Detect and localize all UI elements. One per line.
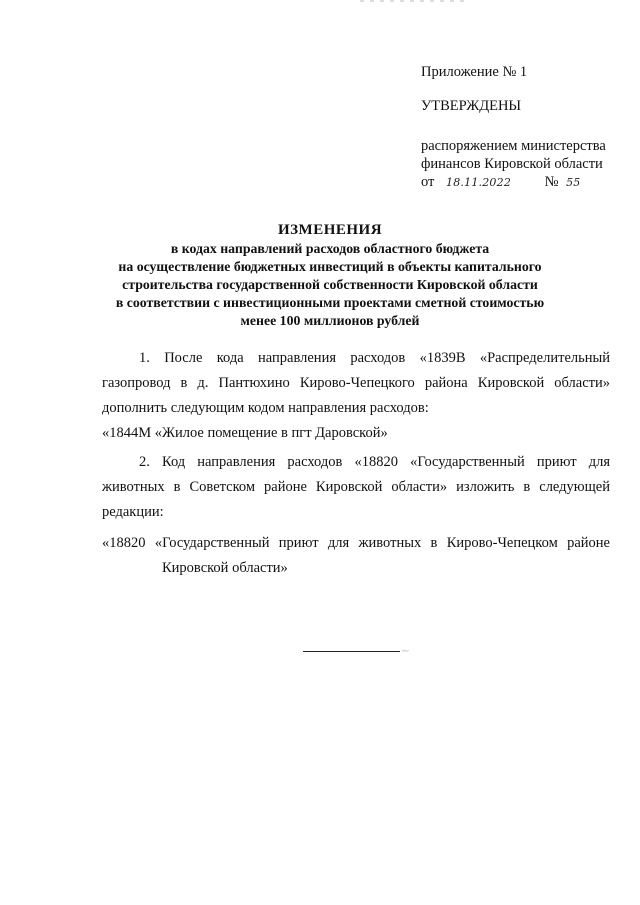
paragraph-1: 1. После кода направления расходов «1839В «Распределительный газопровод в д. Пантюхино Кирово-Чепецкого района Кировской области» дополнить следующим кодом направления расходов: [102,350,610,416]
handwritten-date: 18.11.2022 [446,176,512,189]
from-label: от [421,174,435,190]
document-body [102,346,610,581]
subtitle-line-2: на осуществление бюджетных инвестиций в объекты капитального [118,259,542,274]
paragraph-4-line-1: «18820 «Государственный приют для животных в Кирово-Чепецком районе [102,535,610,551]
order-line-1: распоряжением министерства [421,138,606,154]
subtitle-line-1: в кодах направлений расходов областного бюджета [170,241,490,256]
subtitle-line-5: менее 100 миллионов рублей [240,313,420,328]
end-divider [303,651,400,652]
title-main: ИЗМЕНЕНИЯ [277,222,383,238]
scan-artifact [360,0,470,2]
approval-block [421,63,621,192]
number-label: № [544,174,559,190]
order-date-number [421,173,621,192]
handwritten-number: 55 [566,176,581,189]
appendix-label: Приложение № 1 [421,64,528,80]
paragraph-4-line-2: Кировской области» [162,560,288,576]
end-mark: ~~ [402,649,409,655]
subtitle-line-4: в соответствии с инвестиционными проектами сметной стоимостью [115,295,545,310]
paragraph-3: 2. Код направления расходов «18820 «Государственный приют для животных в Советском районе Кировской области» изложить в следующей редакции: [102,454,610,520]
approved-label: УТВЕРЖДЕНЫ [421,98,522,114]
paragraph-2: «1844М «Жилое помещение в пгт Даровской» [102,425,388,441]
order-line-2: финансов Кировской области [421,156,603,172]
subtitle-line-3: строительства государственной собственности Кировской области [122,277,538,292]
document-title [60,220,600,330]
